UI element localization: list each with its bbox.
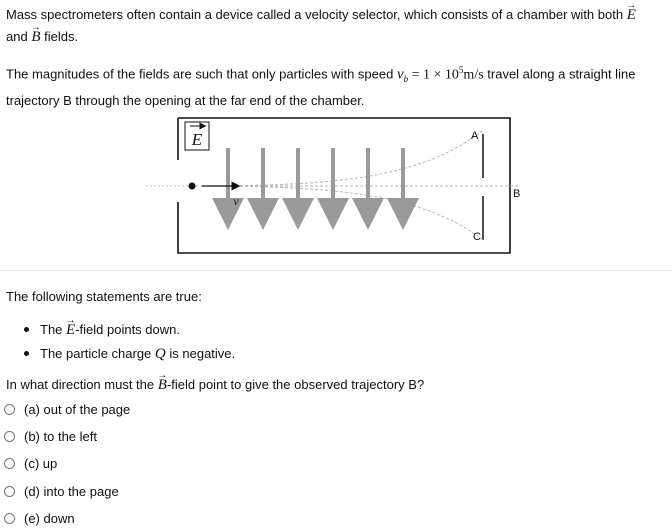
trajectory-label-a: A <box>471 130 479 142</box>
choice-to-left[interactable] <box>4 423 130 450</box>
radio-a[interactable] <box>4 404 15 415</box>
velocity-label: v <box>233 194 239 208</box>
speed-paragraph <box>6 60 666 111</box>
answer-choices <box>4 396 130 532</box>
e-field-arrows <box>228 148 403 214</box>
question-symbol: → B <box>158 375 167 396</box>
statement-charge <box>24 342 235 366</box>
choice-c-label[interactable]: (c) up <box>24 456 58 472</box>
intro-paragraph <box>6 4 666 48</box>
velocity-selector-diagram <box>140 108 560 260</box>
radio-e[interactable] <box>4 513 15 524</box>
speed-text-pre: The magnitudes of the fields are such that only particles with speed <box>6 66 394 82</box>
statement-e-field <box>24 318 235 342</box>
choice-e-label[interactable]: (e) down <box>24 510 75 526</box>
intro-fields-end: fields. <box>44 29 79 44</box>
choice-a-label[interactable]: (a) out of the page <box>24 402 131 418</box>
statement-1-pre: The <box>40 322 63 337</box>
question-pre: In what direction must the <box>6 377 155 392</box>
intro-and: and <box>6 29 28 44</box>
section-divider <box>0 270 672 271</box>
statement-2-pre: The particle charge <box>40 346 152 361</box>
radio-b[interactable] <box>4 431 15 442</box>
choice-d-label[interactable]: (d) into the page <box>24 483 119 499</box>
speed-equation: = 1 × 10 <box>408 67 459 83</box>
radio-c[interactable] <box>4 458 15 469</box>
choice-into-page[interactable] <box>4 478 130 505</box>
speed-subscript: b <box>403 73 409 84</box>
statement-1-symbol: → E <box>66 319 75 342</box>
speed-exponent: 5 <box>458 65 464 75</box>
particle-dot <box>189 183 196 190</box>
speed-units: m/s <box>463 67 484 83</box>
choice-down[interactable] <box>4 505 130 532</box>
speed-text-post: travel along a straight line trajectory B through the opening at the far end of the chamber. <box>6 66 636 108</box>
trajectory-label-c: C <box>473 231 481 243</box>
choice-b-label[interactable]: (b) to the left <box>24 429 97 445</box>
radio-d[interactable] <box>4 486 15 497</box>
b-field-symbol: → B <box>31 27 40 48</box>
choice-out-of-page[interactable] <box>4 396 130 423</box>
trajectory-label-b: B <box>513 188 521 200</box>
e-label: E <box>191 130 203 149</box>
statement-2-post: is negative. <box>169 346 236 361</box>
intro-text: Mass spectrometers often contain a device called a velocity selector, which consists of a chamber with both <box>6 7 624 22</box>
statements-heading: The following statements are true: <box>6 289 202 304</box>
statements-list <box>24 318 235 366</box>
speed-symbol: v <box>396 66 404 83</box>
trajectory-a <box>190 130 483 186</box>
question-text <box>6 374 666 396</box>
e-field-symbol: → E <box>627 5 636 26</box>
statement-2-symbol: Q <box>154 346 166 362</box>
statement-1-post: -field points down. <box>75 322 180 337</box>
choice-up[interactable] <box>4 450 130 477</box>
question-post: -field point to give the observed trajectory B? <box>166 377 425 392</box>
